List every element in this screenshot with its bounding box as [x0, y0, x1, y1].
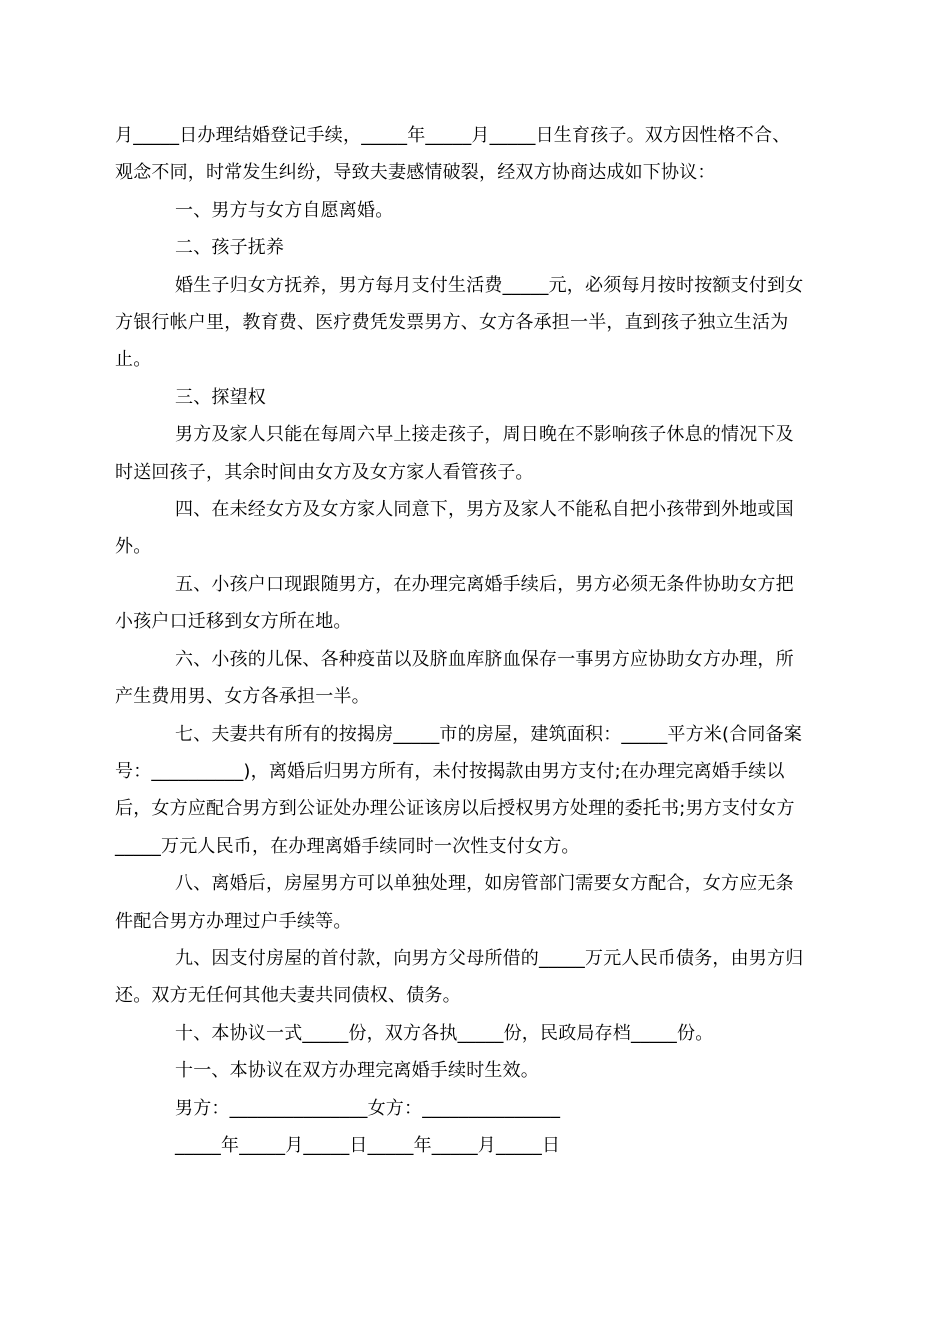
clause-11: 十一、本协议在双方办理完离婚手续时生效。: [175, 1060, 539, 1082]
clause-7: 七、夫妻共有所有的按揭房_____市的房屋，建筑面积：_____平方米(合同备案: [175, 723, 803, 745]
agreement-body: [115, 117, 837, 1164]
agreement-line: 后，女方应配合男方到公证处办理公证该房以后授权男方处理的委托书;男方支付女方: [115, 798, 795, 820]
agreement-line: _____万元人民币，在办理离婚手续同时一次性支付女方。: [115, 835, 580, 857]
clause-5: 五、小孩户口现跟随男方，在办理完离婚手续后，男方必须无条件协助女方把: [175, 573, 794, 595]
agreement-line: 男方及家人只能在每周六早上接走孩子，周日晚在不影响孩子休息的情况下及: [175, 424, 794, 446]
agreement-line: 止。: [115, 349, 152, 371]
agreement-line: 产生费用男、女方各承担一半。: [115, 686, 370, 708]
agreement-line: 婚生子归女方抚养，男方每月支付生活费_____元，必须每月按时按额支付到女: [175, 274, 804, 296]
agreement-line: 件配合男方办理过户手续等。: [115, 910, 352, 932]
clause-9: 九、因支付房屋的首付款，向男方父母所借的_____万元人民币债务，由男方归: [175, 947, 804, 969]
agreement-line: 号：__________)，离婚后归男方所有，未付按揭款由男方支付;在办理完离婚手续以: [115, 760, 785, 782]
agreement-line: 月_____日办理结婚登记手续，_____年_____月_____日生育孩子。双方因性格不合、: [115, 125, 791, 146]
agreement-line: 方银行帐户里，教育费、医疗费凭发票男方、女方各承担一半，直到孩子独立生活为: [115, 312, 789, 334]
signature-line: 男方：_______________女方：_______________: [175, 1097, 561, 1119]
agreement-line: 还。双方无任何其他夫妻共同债权、债务。: [115, 985, 461, 1007]
date-line: _____年_____月_____日_____年_____月_____日: [175, 1134, 561, 1156]
clause-3-heading: 三、探望权: [175, 386, 266, 408]
clause-2-heading: 二、孩子抚养: [175, 237, 285, 259]
clause-10: 十、本协议一式_____份，双方各执_____份，民政局存档_____份。: [175, 1022, 714, 1044]
agreement-line: 观念不同，时常发生纠纷，导致夫妻感情破裂，经双方协商达成如下协议：: [115, 162, 716, 184]
clause-1: 一、男方与女方自愿离婚。: [175, 199, 394, 221]
clause-8: 八、离婚后，房屋男方可以单独处理，如房管部门需要女方配合，女方应无条: [175, 873, 794, 895]
agreement-line: 时送回孩子，其余时间由女方及女方家人看管孩子。: [115, 461, 534, 483]
agreement-line: 小孩户口迁移到女方所在地。: [115, 611, 352, 633]
clause-6: 六、小孩的儿保、各种疫苗以及脐血库脐血保存一事男方应协助女方办理，所: [175, 648, 794, 670]
clause-4: 四、在未经女方及女方家人同意下，男方及家人不能私自把小孩带到外地或国: [175, 499, 794, 521]
agreement-line: 外。: [115, 536, 152, 558]
